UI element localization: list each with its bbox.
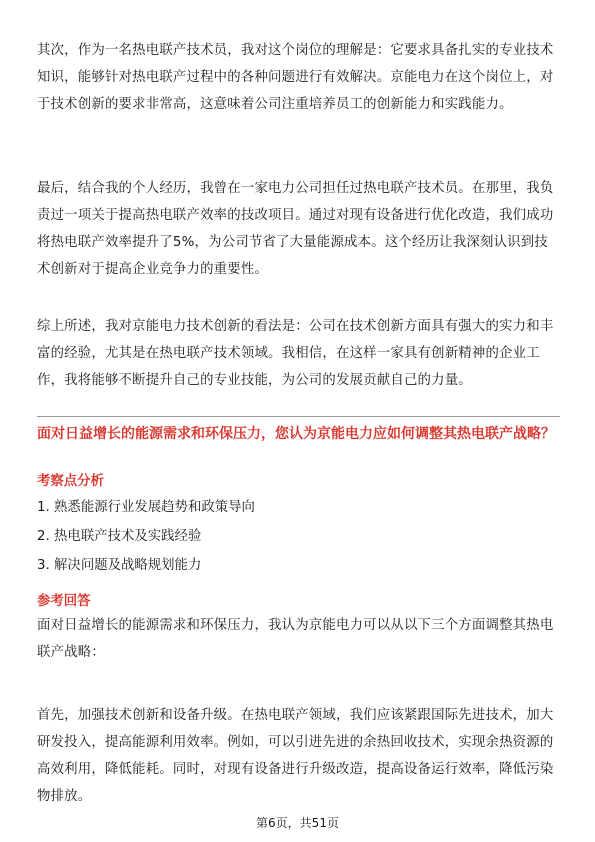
paragraph-conclusion: 综上所述，我对京能电力技术创新的看法是：公司在技术创新方面具有强大的实力和丰富的经验，尤其是在热电联产技术领域。我相信，在这样一家具有创新精神的企业工作，我将能够不断提升自己的专业技能，为公司的发展贡献自己的力量。 (37, 319, 554, 388)
analysis-heading: 考察点分析 (37, 474, 104, 489)
analysis-item: 3. 解决问题及战略规划能力 (37, 558, 202, 573)
section-divider (37, 416, 560, 417)
paragraph-experience: 最后，结合我的个人经历，我曾在一家电力公司担任过热电联产技术员。在那里，我负责过一项关于提高热电联产效率的技改项目。通过对现有设备进行优化改造，我们成功将热电联产效率提升了5%，为公司节省了大量能源成本。这个经历让我深刻认识到技术创新对于提高企业竞争力的重要性。 (37, 181, 554, 277)
analysis-item: 1. 熟悉能源行业发展趋势和政策导向 (37, 500, 255, 515)
page-number: 第6页，共51页 (256, 816, 339, 830)
answer-heading: 参考回答 (37, 594, 91, 609)
answer-intro: 面对日益增长的能源需求和环保压力，我认为京能电力可以从以下三个方面调整其热电联产战略： (37, 618, 554, 660)
answer-first-point: 首先，加强技术创新和设备升级。在热电联产领域，我们应该紧跟国际先进技术，加大研发投入，提高能源利用效率。例如，可以引进先进的余热回收技术，实现余热资源的高效利用，降低能耗。同时，对现有设备进行升级改造，提高设备运行效率，降低污染物排放。 (37, 708, 554, 804)
paragraph-understanding: 其次，作为一名热电联产技术员，我对这个岗位的理解是：它要求具备扎实的专业技术知识，能够针对热电联产过程中的各种问题进行有效解决。京能电力在这个岗位上，对于技术创新的要求非常高，这意味着公司注重培养员工的创新能力和实践能力。 (37, 43, 554, 112)
analysis-item: 2. 热电联产技术及实践经验 (37, 529, 202, 544)
question-title: 面对日益增长的能源需求和环保压力，您认为京能电力应如何调整其热电联产战略？ (37, 426, 555, 442)
